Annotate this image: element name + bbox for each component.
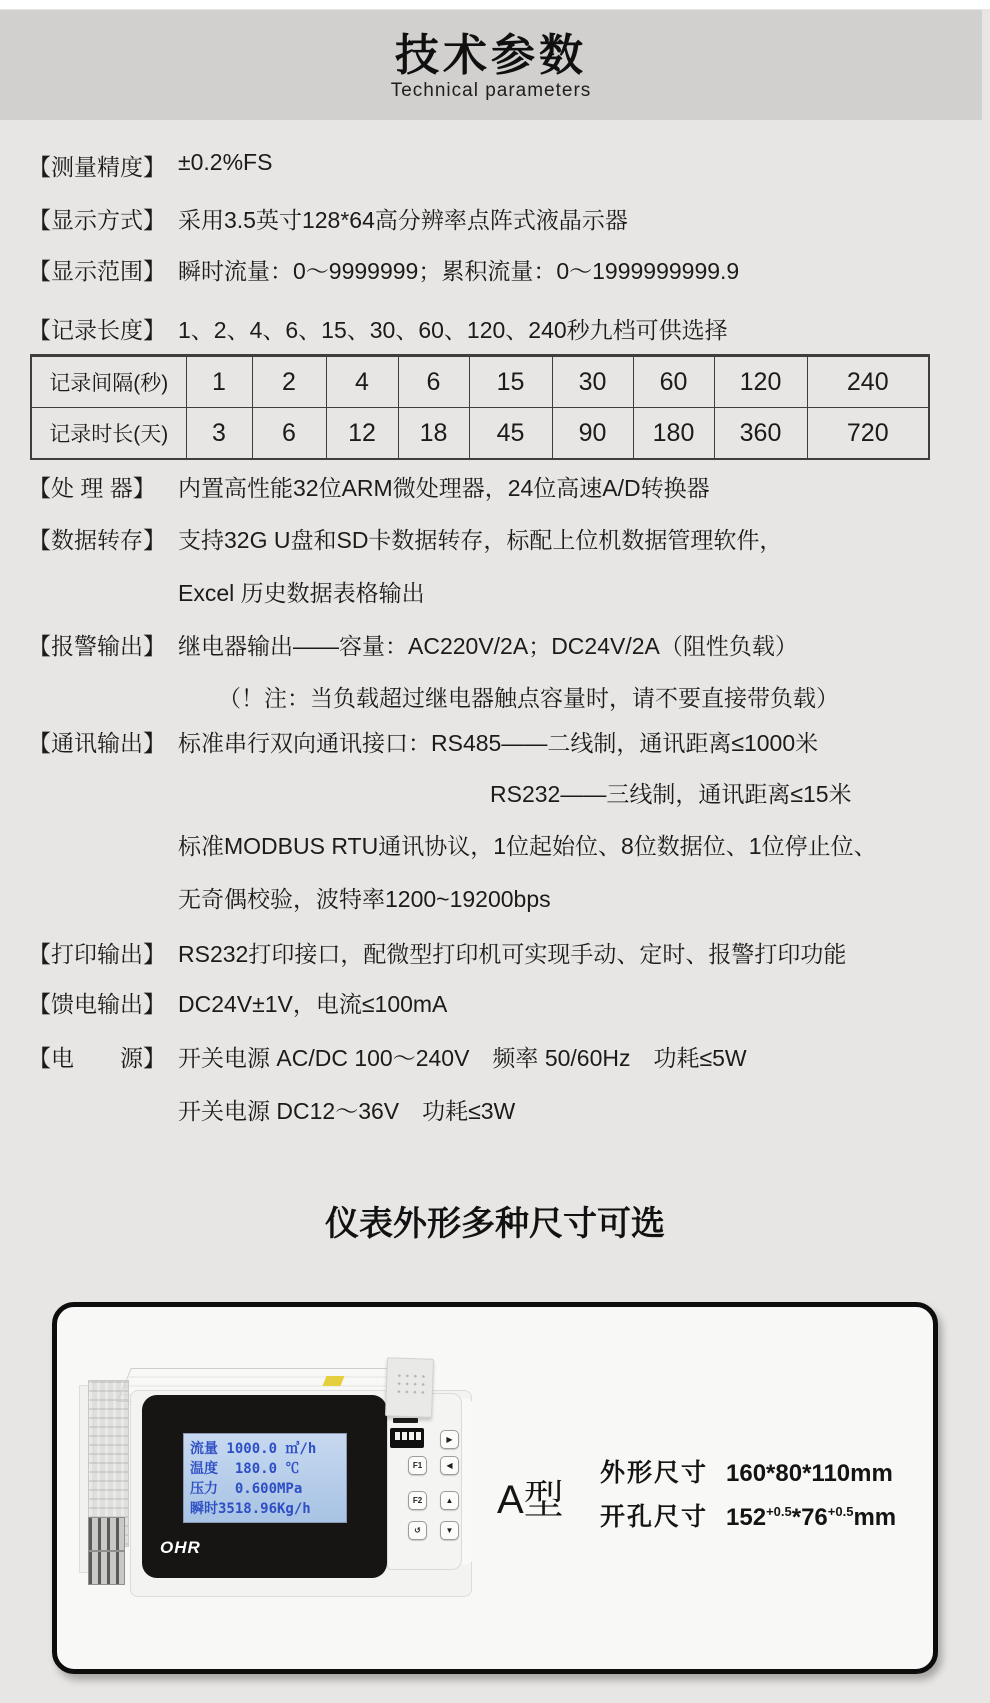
- spec-display: [0, 202, 990, 232]
- spec-alarm-output-label: 【报警输出】: [28, 633, 166, 659]
- table-row-interval: [31, 356, 929, 408]
- spec-data-transfer: [0, 522, 990, 552]
- page-title: 技术参数: [395, 31, 587, 80]
- lcd-line-pressure: 压力 0.600MPa: [190, 1481, 303, 1497]
- table-cell: 360: [714, 408, 807, 460]
- spec-feed-output-value: DC24V±1V，电流≤100mA: [178, 991, 448, 1017]
- cutout-unit: mm: [853, 1504, 897, 1531]
- sd-card-slot: [393, 1418, 418, 1423]
- outline-dimension-value: 160*80*110mm: [726, 1460, 893, 1487]
- spec-record-length: [0, 312, 990, 342]
- spec-power-value2: 开关电源 DC12～36V 功耗≤3W: [178, 1098, 516, 1124]
- table-cell: 18: [398, 408, 469, 460]
- spec-processor-label: 【处 理 器】: [28, 475, 156, 501]
- arrow-up-button: ▲: [440, 1491, 459, 1510]
- product-card: [52, 1302, 938, 1674]
- spec-range: [0, 253, 990, 283]
- table-cell: 6: [252, 408, 326, 460]
- cutout-tolerance: +0.5: [766, 1504, 792, 1519]
- spec-alarm-output-note: [0, 680, 990, 710]
- table-cell: 60: [633, 356, 714, 408]
- spec-display-label: 【显示方式】: [28, 207, 166, 233]
- spec-record-length-value: 1、2、4、6、15、30、60、120、240秒九档可供选择: [178, 317, 728, 343]
- usb-connector-icon: [393, 1432, 421, 1440]
- spec-comm-output-value: 标准串行双向通讯接口：RS485——二线制，通讯距离≤1000米: [178, 730, 819, 756]
- spec-print-output-value: RS232打印接口，配微型打印机可实现手动、定时、报警打印功能: [178, 941, 847, 967]
- f1-button: F1: [408, 1456, 427, 1475]
- lcd-line-temperature: 温度 180.0 ℃: [190, 1461, 300, 1477]
- device-terminal-block: [88, 1517, 125, 1551]
- device-flip-cover: [385, 1357, 434, 1418]
- table-cell: 720: [807, 408, 929, 460]
- table-cell: 2: [252, 356, 326, 408]
- table-row-duration: [31, 408, 929, 460]
- spec-feed-output-label: 【馈电输出】: [28, 991, 166, 1017]
- table-cell: 240: [807, 356, 929, 408]
- loop-button: ↺: [408, 1521, 427, 1540]
- device-label-sticker: [322, 1376, 344, 1386]
- spec-accuracy-label: 【测量精度】: [28, 154, 166, 180]
- table-row-header: 记录间隔(秒): [31, 356, 186, 408]
- cutout-mid: *76: [791, 1504, 828, 1531]
- spec-comm-output-parity: 无奇偶校验，波特率1200~19200bps: [178, 886, 551, 912]
- spec-data-transfer-line2: [0, 575, 990, 605]
- spec-comm-output-rs232: RS232——三线制，通讯距离≤15米: [490, 781, 852, 807]
- spec-processor: [0, 470, 990, 500]
- spec-power: [0, 1040, 990, 1070]
- spec-comm-output-line3: [0, 828, 990, 858]
- arrow-down-button: ▼: [440, 1521, 459, 1540]
- header-band: [0, 10, 982, 120]
- cutout-base: 152: [726, 1504, 767, 1531]
- spec-accuracy: [0, 149, 990, 179]
- record-table: [30, 354, 930, 460]
- spec-range-value: 瞬时流量：0～9999999；累积流量：0～1999999999.9: [178, 258, 740, 284]
- size-section-title: 仪表外形多种尺寸可选: [325, 1205, 665, 1243]
- brand-logo: OHR: [160, 1538, 201, 1557]
- table-row-header: 记录时长(天): [31, 408, 186, 460]
- spec-data-transfer-label: 【数据转存】: [28, 527, 166, 553]
- spec-data-transfer-value2: Excel 历史数据表格输出: [178, 580, 425, 606]
- spec-power-label: 【电 源】: [28, 1045, 166, 1071]
- lcd-line-flow: 流量 1000.0 ㎥/h: [190, 1441, 317, 1457]
- device-lcd-screen: [183, 1433, 347, 1523]
- cutout-dimension-value: [726, 1504, 896, 1532]
- spec-accuracy-value: ±0.2%FS: [178, 149, 273, 175]
- spec-feed-output: [0, 986, 990, 1016]
- spec-record-length-label: 【记录长度】: [28, 317, 166, 343]
- f2-button: F2: [408, 1491, 427, 1510]
- arrow-right-button: ▶: [440, 1430, 459, 1449]
- spec-comm-output-modbus: 标准MODBUS RTU通讯协议，1位起始位、8位数据位、1位停止位、: [178, 833, 877, 859]
- spec-alarm-output-note-text: （！注：当负载超过继电器触点容量时，请不要直接带负载）: [218, 685, 839, 711]
- outline-dimension-label: 外形尺寸: [600, 1459, 709, 1487]
- spec-data-transfer-value: 支持32G U盘和SD卡数据转存，标配上位机数据管理软件，: [178, 527, 783, 553]
- table-cell: 1: [186, 356, 252, 408]
- spec-comm-output-label: 【通讯输出】: [28, 730, 166, 756]
- spec-comm-output: [0, 725, 990, 755]
- spec-power-line2: [0, 1093, 990, 1123]
- cutout-dimension-row: [600, 1497, 896, 1533]
- usb-port: [390, 1428, 424, 1448]
- table-cell: 30: [552, 356, 633, 408]
- spec-comm-output-line2: [0, 776, 990, 806]
- spec-display-value: 采用3.5英寸128*64高分辨率点阵式液晶示器: [178, 207, 628, 233]
- model-label: A型: [497, 1478, 564, 1522]
- table-cell: 15: [469, 356, 552, 408]
- spec-processor-value: 内置高性能32位ARM微处理器，24位高速A/D转换器: [178, 475, 710, 501]
- table-cell: 180: [633, 408, 714, 460]
- table-cell: 12: [326, 408, 398, 460]
- cover-dot-grid: [395, 1372, 426, 1399]
- spec-print-output-label: 【打印输出】: [28, 941, 166, 967]
- spec-alarm-output-value: 继电器输出——容量：AC220V/2A；DC24V/2A（阻性负载）: [178, 633, 798, 659]
- arrow-left-button: ◀: [440, 1456, 459, 1475]
- table-cell: 6: [398, 356, 469, 408]
- spec-power-value: 开关电源 AC/DC 100～240V 频率 50/60Hz 功耗≤5W: [178, 1045, 747, 1071]
- table-cell: 45: [469, 408, 552, 460]
- lcd-line-instant: 瞬时3518.96Kg/h: [190, 1501, 311, 1517]
- page-subtitle: Technical parameters: [390, 80, 592, 101]
- spec-range-label: 【显示范围】: [28, 258, 166, 284]
- spec-comm-output-line4: [0, 881, 990, 911]
- cutout-tolerance: +0.5: [827, 1504, 854, 1519]
- table-cell: 120: [714, 356, 807, 408]
- table-cell: 90: [552, 408, 633, 460]
- cutout-dimension-label: 开孔尺寸: [600, 1503, 709, 1531]
- table-cell: 3: [186, 408, 252, 460]
- spec-print-output: [0, 936, 990, 966]
- table-cell: 4: [326, 356, 398, 408]
- spec-alarm-output: [0, 628, 990, 658]
- device-terminal-block: [88, 1551, 125, 1585]
- outline-dimension-row: [600, 1453, 893, 1489]
